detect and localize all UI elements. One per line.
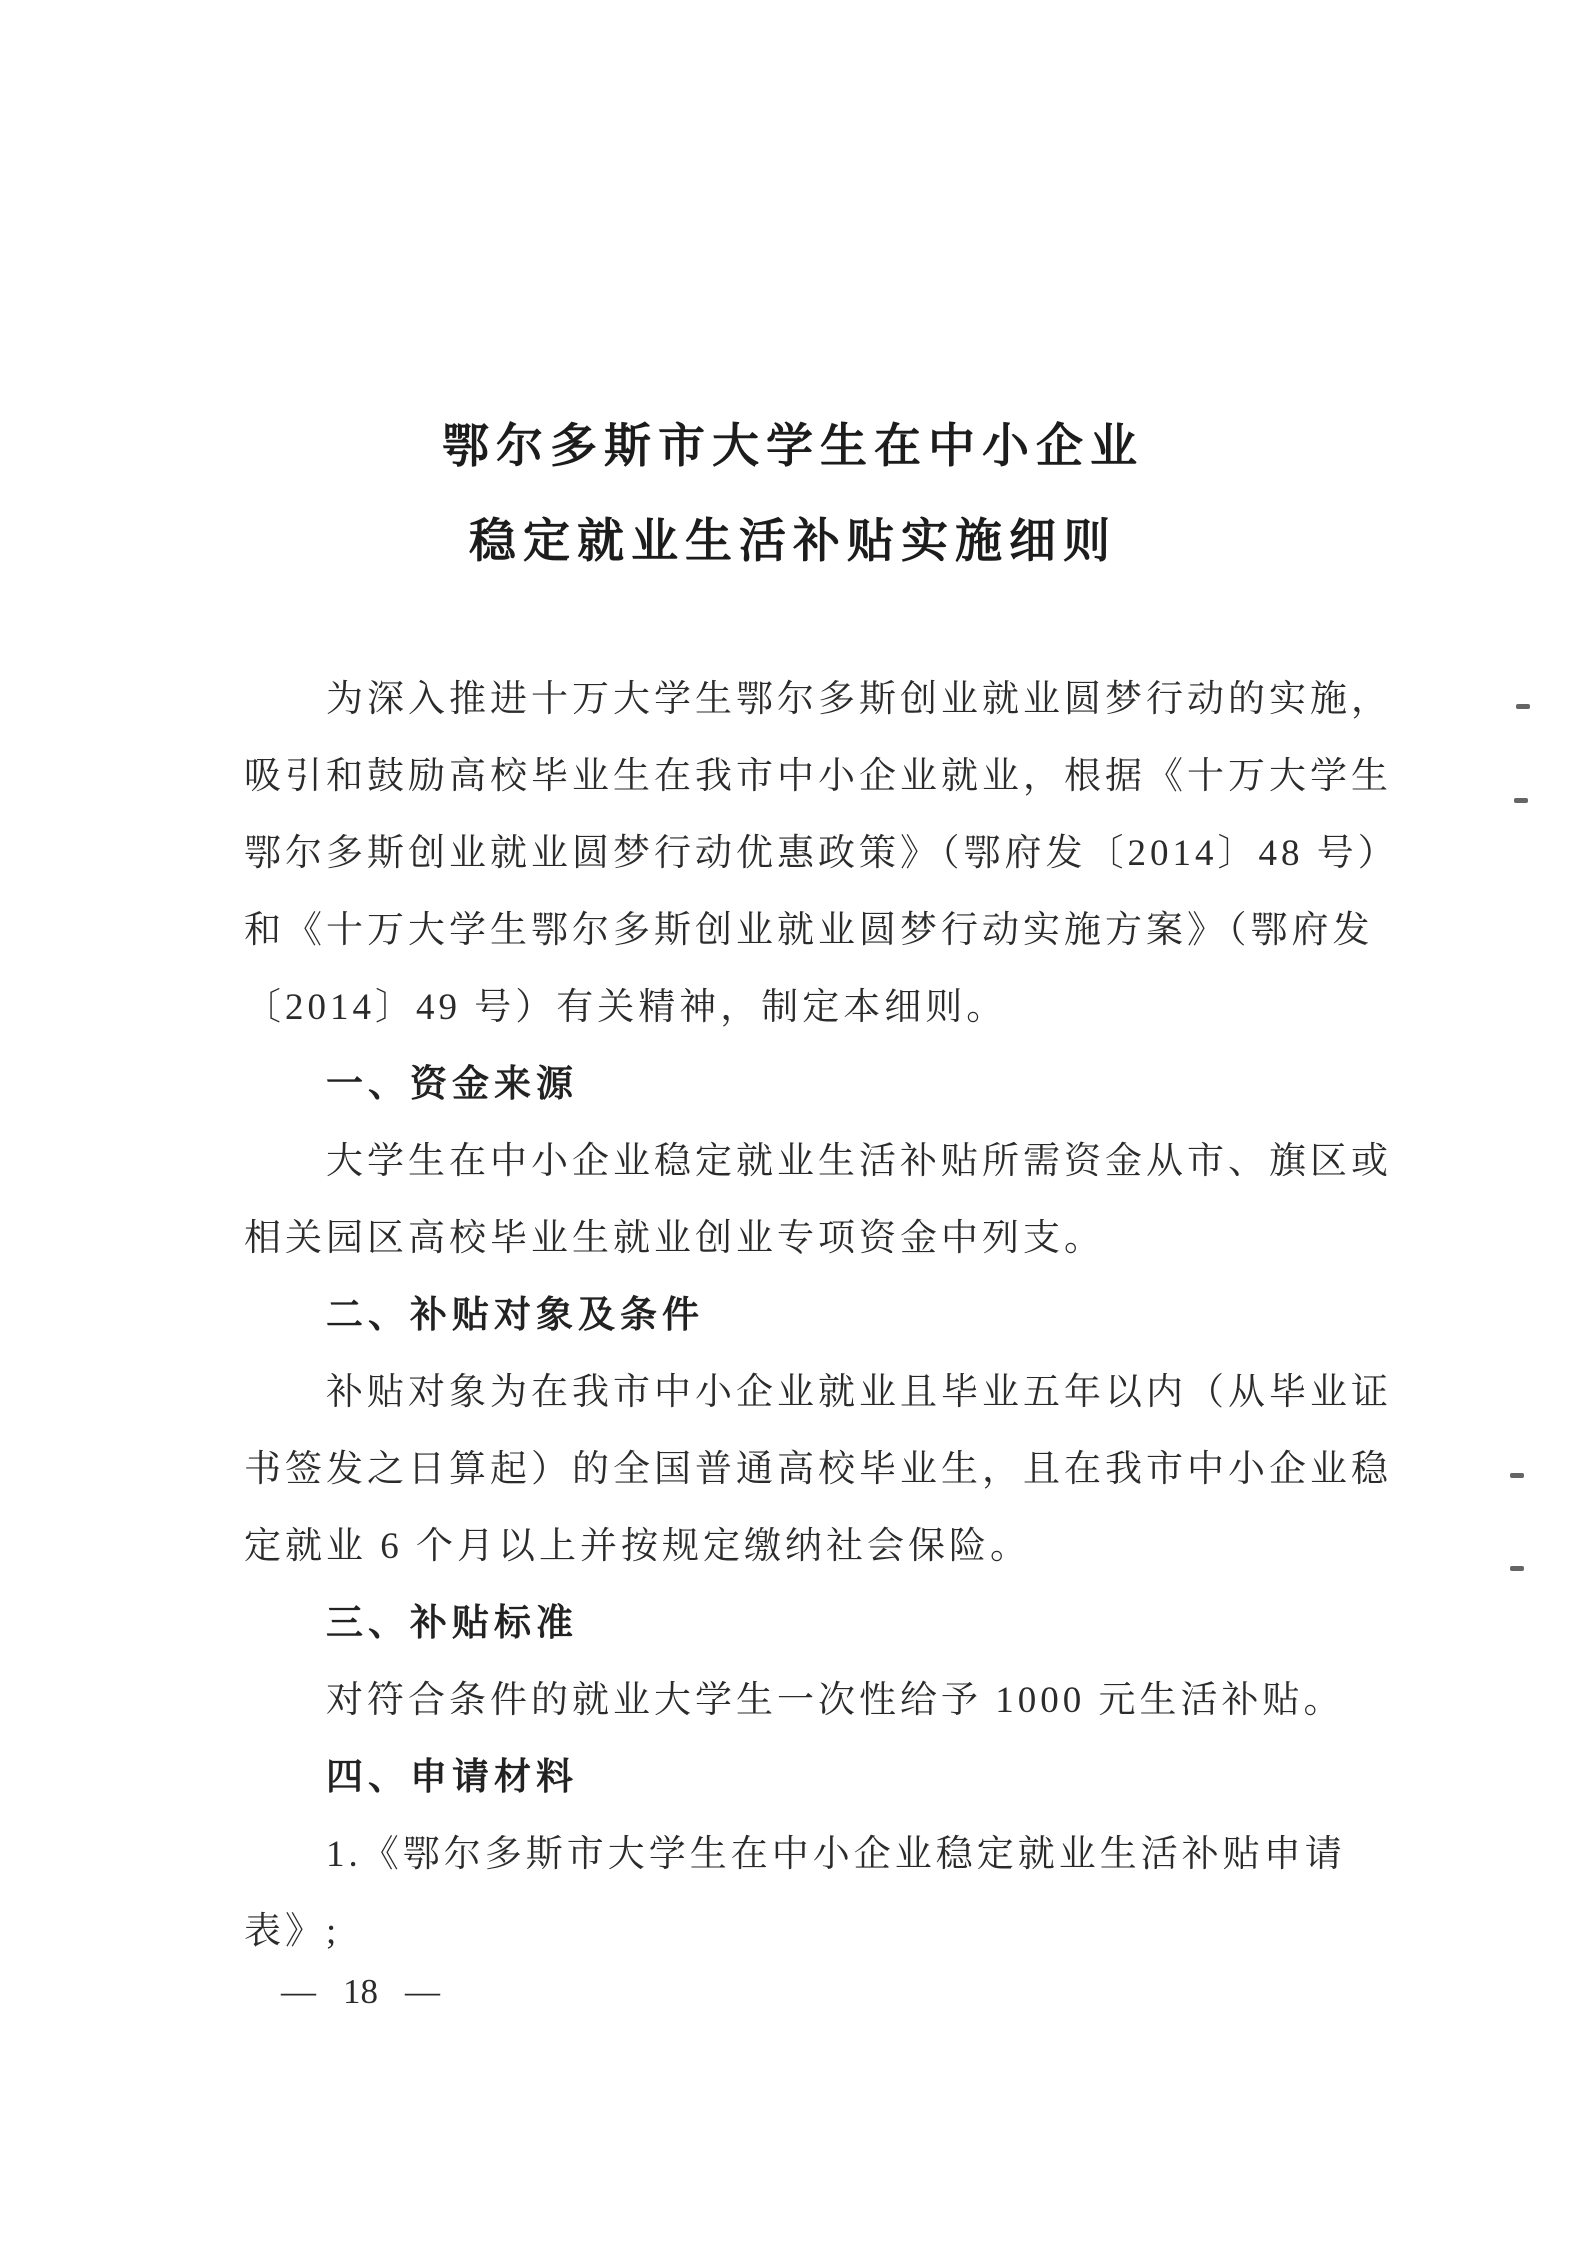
document-title-line-2: 稳定就业生活补贴实施细则 xyxy=(469,514,1117,567)
body-line: 表》; xyxy=(244,1910,341,1952)
scan-artifact-dash xyxy=(1510,1566,1524,1571)
body-line: 鄂尔多斯创业就业圆梦行动优惠政策》（鄂府发〔2014〕48 号） xyxy=(244,832,1399,874)
body-line: 大学生在中小企业稳定就业生活补贴所需资金从市、旗区或 xyxy=(326,1140,1392,1182)
body-line: 和《十万大学生鄂尔多斯创业就业圆梦行动实施方案》（鄂府发 xyxy=(244,909,1374,951)
section-heading: 二、补贴对象及条件 xyxy=(326,1293,704,1335)
document-title xyxy=(0,398,1586,588)
body-line: 书签发之日算起）的全国普通高校毕业生，且在我市中小企业稳 xyxy=(244,1448,1392,1490)
body-line: 吸引和鼓励高校毕业生在我市中小企业就业，根据《十万大学生 xyxy=(244,755,1392,797)
page-footer xyxy=(281,1972,440,2012)
scan-artifact-dash xyxy=(1514,798,1528,803)
page-number: 18 xyxy=(343,1972,378,2011)
section-heading: 一、资金来源 xyxy=(326,1062,578,1104)
body-line: 1.《鄂尔多斯市大学生在中小企业稳定就业生活补贴申请 xyxy=(326,1833,1346,1875)
body-line: 定就业 6 个月以上并按规定缴纳社会保险。 xyxy=(244,1525,1031,1567)
body-line: 相关园区高校毕业生就业创业专项资金中列支。 xyxy=(244,1217,1105,1259)
scan-artifact-dash xyxy=(1516,704,1530,709)
body-line: 〔2014〕49 号）有关精神，制定本细则。 xyxy=(244,986,1008,1028)
document-body xyxy=(244,656,1399,1965)
body-line: 为深入推进十万大学生鄂尔多斯创业就业圆梦行动的实施， xyxy=(326,678,1392,720)
section-heading: 三、补贴标准 xyxy=(326,1601,578,1643)
page-number-left-dash: — xyxy=(281,1972,316,2011)
body-line: 对符合条件的就业大学生一次性给予 1000 元生活补贴。 xyxy=(326,1679,1345,1721)
body-line: 补贴对象为在我市中小企业就业且毕业五年以内（从毕业证 xyxy=(326,1371,1392,1413)
scan-artifact-dash xyxy=(1510,1473,1524,1478)
page-number-right-dash: — xyxy=(405,1972,440,2011)
section-heading: 四、申请材料 xyxy=(326,1755,578,1797)
document-title-line-1: 鄂尔多斯市大学生在中小企业 xyxy=(442,419,1144,472)
